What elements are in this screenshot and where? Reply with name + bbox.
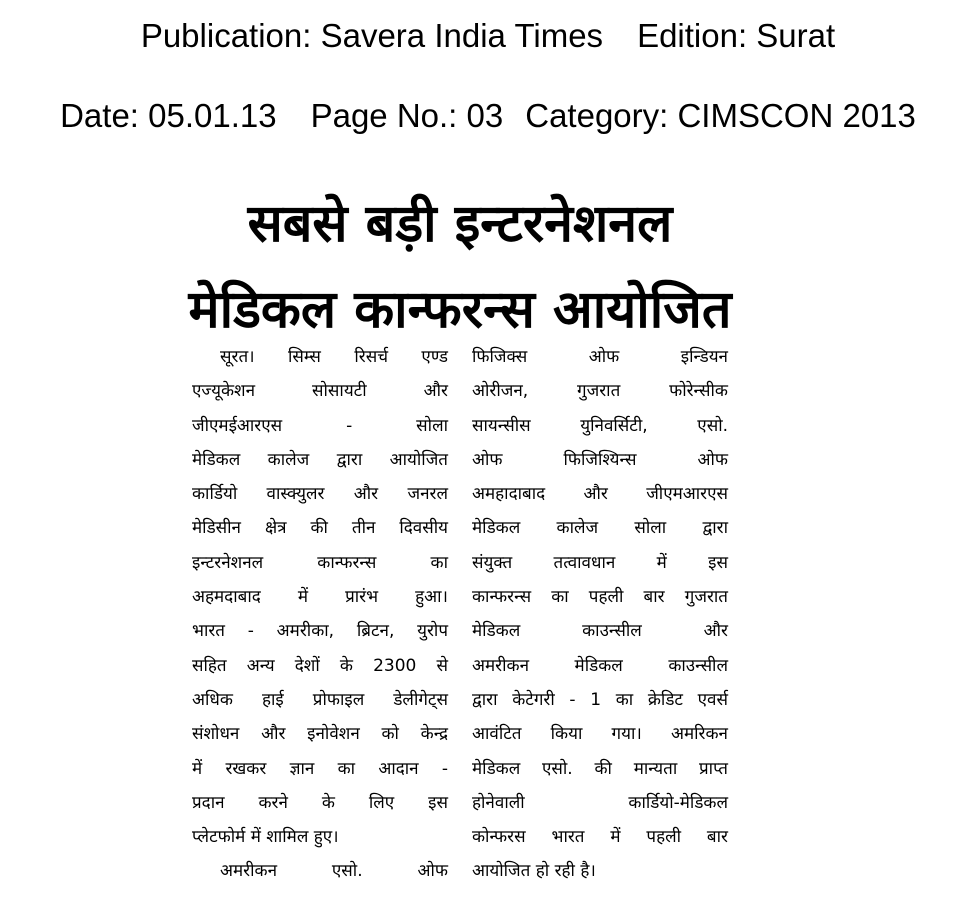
body-line: एज्यूकेशन सोसायटी और [192, 381, 448, 402]
date-label: Date: 05.01.13 [60, 97, 277, 134]
body-line: इन्टरनेशनल कान्फरन्स का [192, 552, 448, 573]
body-line: मेडिकल कालेज सोला द्वारा [472, 518, 728, 539]
publication-label: Publication: Savera India Times [140, 17, 604, 54]
article-headline-line-1: सबसे बड़ी इन्टरनेशनल [247, 194, 673, 254]
body-line: सायन्सीस युनिवर्सिटी, एसो. [472, 415, 728, 436]
body-line: मेडिकल एसो. की मान्यता प्राप्त [472, 758, 728, 779]
edition-label: Edition: Surat [637, 17, 836, 54]
body-line: कार्डियो वास्क्युलर और जनरल [192, 484, 448, 505]
body-line: अमरीकन मेडिकल काउन्सील [472, 655, 728, 676]
body-line: कोन्फरस भारत में पहली बार [472, 827, 728, 848]
body-line: सूरत। सिम्स रिसर्च एण्ड [220, 347, 448, 367]
category-label: Category: CIMSCON 2013 [525, 97, 916, 134]
body-line: द्वारा केटेगरी - 1 का क्रेडिट एवर्स [472, 689, 728, 710]
body-line: अधिक हाई प्रोफाइल डेलीगेट्स [192, 689, 448, 710]
body-line: मेडिसीन क्षेत्र की तीन दिवसीय [192, 518, 448, 539]
body-line: अहमदाबाद में प्रारंभ हुआ। [192, 587, 448, 608]
body-line: ओफ फिजिश्यिन्स ओफ [472, 449, 728, 470]
body-line: होनेवाली कार्डियो-मेडिकल [472, 792, 728, 813]
body-line: आवंटित किया गया। अमरिकन [472, 724, 728, 745]
body-line: कान्फरन्स का पहली बार गुजरात [472, 587, 728, 608]
body-line: मेडिकल कालेज द्वारा आयोजित [192, 449, 448, 470]
body-line: में रखकर ज्ञान का आदान - [192, 758, 448, 779]
body-line: मेडिकल काउन्सील और [472, 621, 728, 642]
article-headline-line-2: मेडिकल कान्फरन्स आयोजित [188, 280, 732, 340]
publication-info-line [0, 16, 976, 56]
article-column-left [192, 340, 448, 889]
body-line: प्लेटफोर्म में शामिल हुए। [192, 827, 339, 848]
body-line: सहित अन्य देशों के 2300 से [192, 655, 448, 676]
body-line: जीएमईआरएस - सोला [192, 415, 448, 436]
body-line: संयुक्त तत्वावधान में इस [472, 552, 728, 573]
body-line: भारत - अमरीका, ब्रिटन, युरोप [192, 621, 448, 642]
article-column-right [472, 340, 728, 889]
body-line: ओरीजन, गुजरात फोरेन्सीक [472, 381, 728, 402]
body-line: फिजिक्स ओफ इन्डियन [472, 347, 728, 367]
page-number-label: Page No.: 03 [310, 97, 504, 134]
body-line: अमहादाबाद और जीएमआरएस [472, 484, 728, 505]
body-line: संशोधन और इनोवेशन को केन्द्र [192, 724, 448, 745]
body-line: आयोजित हो रही है। [472, 861, 596, 882]
body-line: प्रदान करने के लिए इस [192, 792, 448, 813]
date-info-line [0, 96, 976, 136]
body-line: अमरीकन एसो. ओफ [220, 861, 448, 882]
